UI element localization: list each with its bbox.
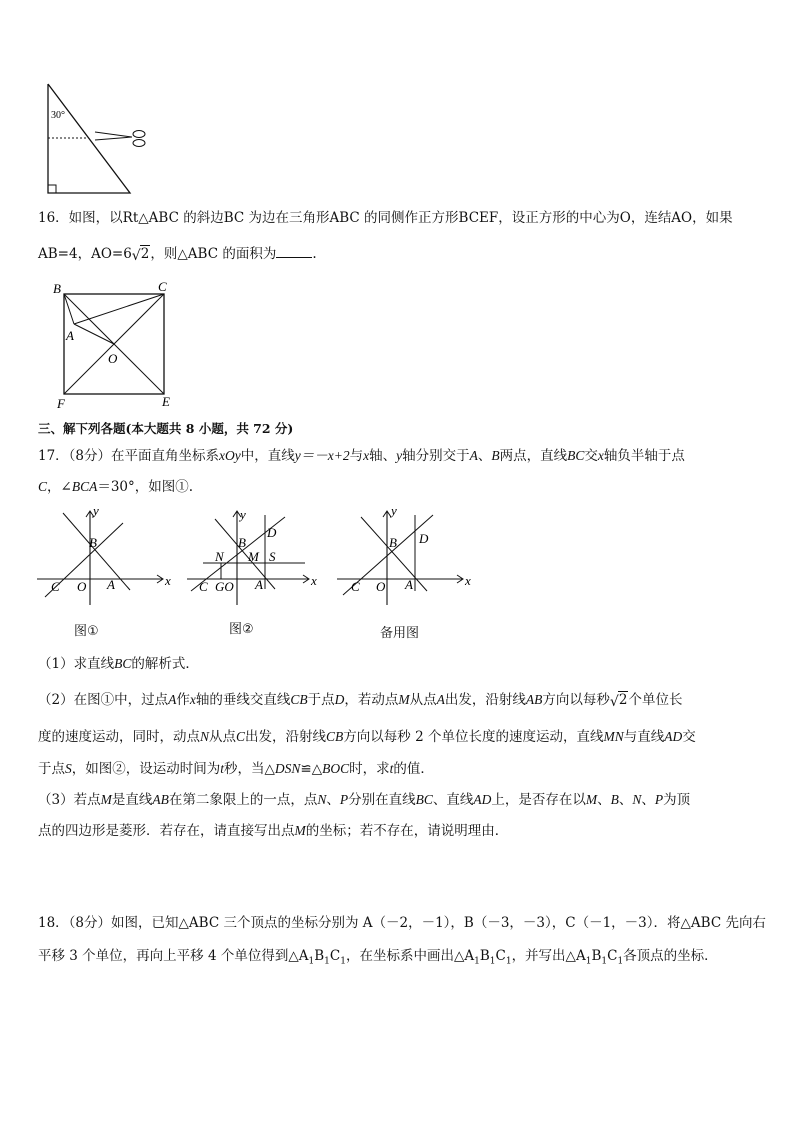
axis-x-label: x — [165, 573, 171, 588]
label-N: N — [215, 549, 224, 564]
q16-line2-a: AB=4，AO=6 — [38, 246, 132, 262]
t: N — [317, 792, 327, 807]
t: x — [189, 692, 196, 707]
t: 方向以每秒 2 个单位长度的速度运动，直线 — [343, 729, 604, 745]
t: A — [168, 692, 177, 707]
t: M — [398, 692, 410, 707]
axis-x-label: x — [311, 573, 317, 588]
t: DSN — [274, 761, 301, 776]
segment-ao — [74, 324, 114, 344]
t: y＝－x+2 — [294, 448, 350, 463]
t: 轴分别交于 — [402, 448, 470, 464]
t: AD — [473, 792, 492, 807]
t: xOy — [219, 448, 241, 463]
t: B — [479, 948, 490, 964]
t: P — [654, 792, 664, 807]
figure-spare-caption: 备用图 — [380, 626, 420, 641]
t: N — [200, 729, 210, 744]
t: x — [597, 448, 604, 463]
t: 为顶 — [663, 792, 691, 808]
t: 中，直线 — [240, 448, 295, 464]
q17-part1 — [38, 654, 199, 674]
t: （3）若点 — [38, 792, 101, 808]
t: C — [495, 948, 506, 964]
t: t — [220, 761, 225, 776]
t: M — [100, 792, 112, 807]
label-C: C — [51, 579, 60, 594]
t: 从点 — [209, 729, 237, 745]
t: P — [339, 792, 349, 807]
t: 于点 — [38, 761, 65, 777]
q16-line2 — [38, 244, 317, 264]
sqrt-radicand: 2 — [140, 246, 150, 262]
line-ab — [361, 517, 427, 591]
t: 作 — [176, 692, 190, 708]
t: 、 — [477, 448, 492, 464]
triangle-scissors-figure — [40, 80, 160, 200]
label-D: D — [419, 531, 429, 546]
angle-30-label: 30° — [51, 110, 65, 121]
t: B — [314, 948, 325, 964]
t: 轴、 — [369, 448, 397, 464]
t: 在第二象限上的一点，点 — [168, 792, 318, 808]
label-GO: GO — [215, 579, 234, 594]
t: BC — [567, 448, 585, 463]
q16-line2-b: ，则△ABC 的面积为 — [150, 246, 277, 262]
t: x — [363, 448, 370, 463]
answer-blank[interactable] — [276, 245, 312, 258]
section3-title: 三、解下列各题(本大题共 8 小题，共 72 分) — [38, 421, 294, 436]
axis-x-label: x — [465, 573, 471, 588]
t: 轴负半轴于点 — [603, 448, 685, 464]
q18-line1: 18．（8分）如图，已知△ABC 三个顶点的坐标分别为 A（－2，－1），B（－3，－3），C（－1，－3）．将△ABC 先向右 — [38, 915, 766, 931]
t: AB — [152, 792, 169, 807]
t: 、 — [326, 792, 340, 808]
q16-line2-end: . — [312, 246, 317, 262]
label-A: A — [107, 577, 115, 592]
q17-line1 — [38, 446, 685, 466]
square-figure — [50, 280, 190, 410]
t: 、 — [618, 792, 633, 808]
t: AD — [664, 729, 683, 744]
t: t — [389, 761, 394, 776]
t: 从点 — [409, 692, 437, 708]
t: （2）在图①中，过点 — [38, 692, 169, 708]
t: 交 — [584, 448, 598, 464]
t: 各顶点的坐标． — [623, 948, 718, 964]
t: 两点，直线 — [499, 448, 568, 464]
t: B — [610, 792, 619, 807]
label-D: D — [267, 525, 277, 540]
t: 方向以每秒 — [542, 692, 610, 708]
t: C — [607, 948, 618, 964]
t: ，若动点 — [344, 692, 399, 708]
label-B: B — [238, 535, 246, 550]
t: 于点 — [307, 692, 335, 708]
t: y — [396, 448, 403, 463]
label-M: M — [248, 549, 259, 564]
label-A: A — [66, 328, 74, 343]
label-F: F — [57, 396, 65, 411]
t: C — [236, 729, 246, 744]
figure-spare — [335, 505, 475, 600]
t: 分别在直线 — [348, 792, 416, 808]
t: 、 — [597, 792, 611, 808]
t: 出发，沿射线 — [245, 729, 327, 745]
t: N — [632, 792, 642, 807]
label-A: A — [405, 577, 413, 592]
t: ，在坐标系中画出△A — [345, 948, 475, 964]
t: A — [469, 448, 478, 463]
t: B — [591, 948, 602, 964]
t: M — [585, 792, 598, 807]
t: 上，是否存在以 — [491, 792, 586, 808]
label-B: B — [89, 535, 97, 550]
t: 出发，沿射线 — [444, 692, 526, 708]
q17-part2-line1 — [38, 690, 682, 710]
t: C — [329, 948, 341, 964]
t: ＝30°，如图①. — [97, 479, 194, 495]
t: AB — [525, 692, 543, 707]
label-C: C — [199, 579, 208, 594]
figure-2-caption: 图② — [229, 622, 254, 637]
t: MN — [603, 729, 624, 744]
t: 平移 3 个单位，再向上平移 4 个单位得到△A — [38, 948, 309, 964]
q17-part3-line2 — [38, 821, 508, 841]
figure-2 — [185, 505, 325, 600]
t: 是直线 — [111, 792, 153, 808]
sqrt-expression: √ 2 — [609, 692, 628, 710]
label-O: O — [108, 351, 118, 366]
figure-1-caption: 图① — [74, 624, 99, 639]
t: 与 — [349, 448, 364, 464]
t: 、直线 — [432, 792, 474, 808]
t: ，并写出△A — [511, 948, 586, 964]
label-C: C — [158, 279, 167, 294]
t: M — [294, 823, 306, 838]
t: 、 — [641, 792, 655, 808]
figure-1 — [35, 505, 175, 600]
t: C — [38, 479, 48, 494]
label-O: O — [77, 579, 87, 594]
t: 时，求 — [349, 761, 390, 777]
t: 17．（8分）在平面直角坐标系 — [38, 448, 220, 464]
axis-y-label: y — [240, 507, 246, 522]
label-S: S — [269, 549, 276, 564]
sqrt-radicand: 2 — [618, 692, 628, 708]
t: 个单位长 — [628, 692, 683, 708]
t: BCA — [71, 479, 98, 494]
q17-part2-line3 — [38, 759, 434, 779]
right-angle-mark — [48, 185, 56, 193]
t: D — [334, 692, 345, 707]
t: ，如图②，设运动时间为 — [71, 761, 221, 777]
t: 度的速度运动，同时，动点 — [38, 729, 200, 745]
q17-part2-line2 — [38, 727, 696, 747]
label-A: A — [255, 577, 263, 592]
axis-y-label: y — [93, 503, 99, 518]
t: 的坐标；若不存在，请说明理由． — [305, 823, 509, 839]
q17-line2 — [38, 477, 193, 497]
t: 秒，当△ — [224, 761, 275, 777]
t: （1）求直线 — [38, 656, 115, 672]
label-B: B — [53, 281, 61, 296]
t: 轴的垂线交直线 — [195, 692, 291, 708]
t: 点的四边形是菱形．若存在，请直接写出点 — [38, 823, 295, 839]
t: A — [436, 692, 445, 707]
t: ，∠ — [47, 479, 72, 495]
label-O: O — [376, 579, 386, 594]
t: 与直线 — [623, 729, 665, 745]
q17-part3-line1 — [38, 790, 690, 810]
t: S — [65, 761, 72, 776]
scissors-icon — [95, 131, 145, 147]
axis-y-label: y — [391, 503, 397, 518]
t: ≌△ — [300, 761, 323, 777]
t: 的解析式． — [131, 656, 199, 672]
t: BOC — [322, 761, 350, 776]
t: CB — [290, 692, 308, 707]
t: 交 — [682, 729, 696, 745]
t: 的值． — [393, 761, 434, 777]
t: BC — [114, 656, 132, 671]
q18-line2: 平移 3 个单位，再向上平移 4 个单位得到$\triangle A_1B_1C_1$，在坐标系中画出$\triangle A_1B_1C_1$，并写出$\triangle A_1B_1C_1$各顶点的坐标． — [38, 948, 718, 967]
sqrt-expression: √ 2 — [131, 246, 150, 264]
t: BC — [415, 792, 433, 807]
segment-ac — [74, 294, 164, 324]
q16-line1: 16．如图，以Rt△ABC 的斜边BC 为边在三角形ABC 的同侧作正方形BCEF，设正方形的中心为O，连结AO，如果 — [38, 210, 733, 226]
label-E: E — [162, 394, 170, 409]
label-C: C — [351, 579, 360, 594]
t: B — [491, 448, 500, 463]
t: CB — [326, 729, 344, 744]
label-B: B — [389, 535, 397, 550]
